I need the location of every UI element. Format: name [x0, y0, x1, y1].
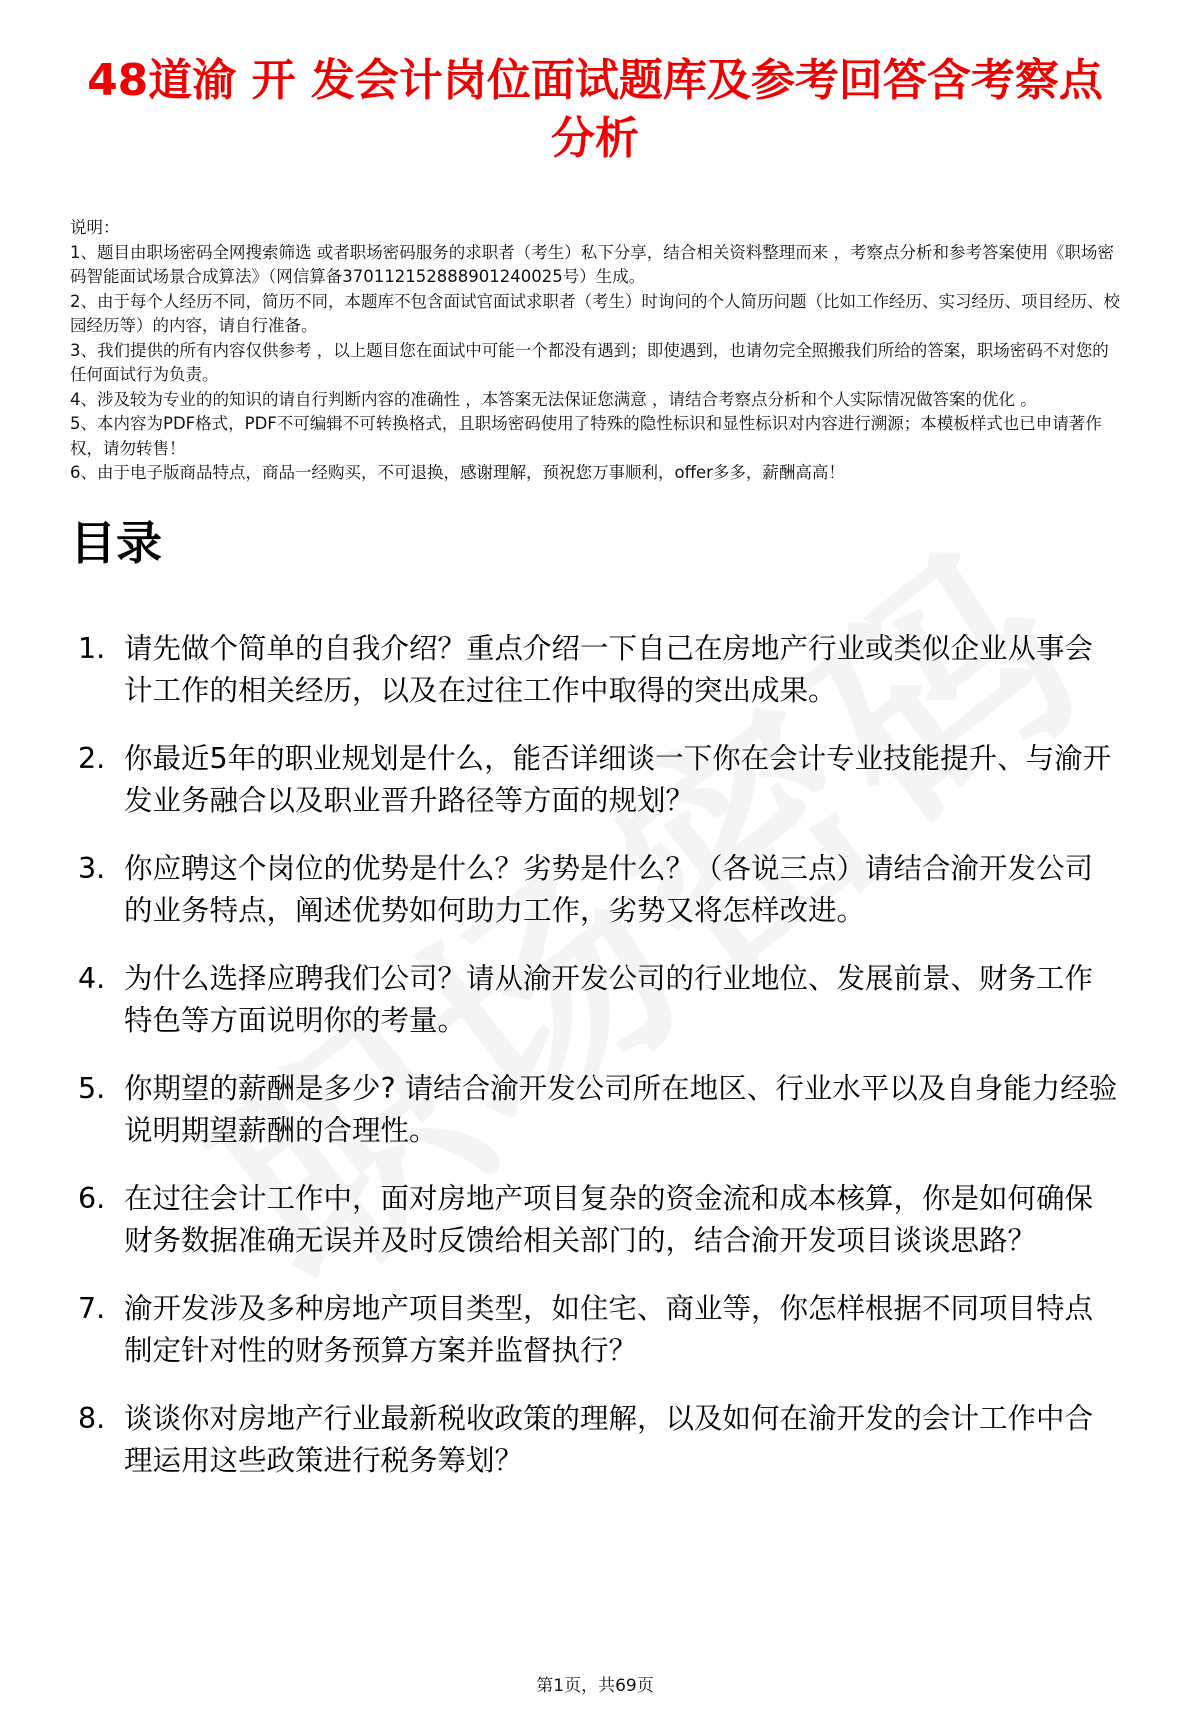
note-item: 4、涉及较为专业的的知识的请自行判断内容的准确性 ，本答案无法保证您满意 ，请结合考察点分析和个人实际情况做答案的优化 。: [70, 389, 1037, 409]
note-item: 3、我们提供的所有内容仅供参考 ，以上题目您在面试中可能一个都没有遇到；即使遇到，也请勿完全照搬我们所给的答案，职场密码不对您的任何面试行为负责。: [70, 340, 1109, 384]
question-item: [70, 848, 1120, 932]
question-item: [70, 958, 1120, 1042]
notes-heading: 说明：: [70, 218, 120, 237]
note-item: 5、本内容为PDF格式，PDF不可编辑不可转换格式，且职场密码使用了特殊的隐性标识和显性标识对内容进行溯源；本模板样式也已申请著作权，请勿转售！: [70, 414, 1102, 458]
question-number: 6.: [78, 1181, 106, 1215]
question-number: 7.: [78, 1291, 106, 1325]
document-page: [0, 52, 1190, 1736]
question-text: 在过往会计工作中，面对房地产项目复杂的资金流和成本核算，你是如何确保财务数据准确无误并及时反馈给相关部门的，结合渝开发项目谈谈思路？: [124, 1181, 1094, 1257]
question-number: 1.: [78, 631, 106, 665]
question-text: 请先做个简单的自我介绍？重点介绍一下自己在房地产行业或类似企业从事会计工作的相关经历，以及在过往工作中取得的突出成果。: [124, 631, 1094, 707]
question-text: 渝开发涉及多种房地产项目类型，如住宅、商业等，你怎样根据不同项目特点制定针对性的财务预算方案并监督执行？: [124, 1291, 1094, 1367]
note-item: 2、由于每个人经历不同，简历不同，本题库不包含面试官面试求职者（考生）时询问的个人简历问题（比如工作经历、实习经历、项目经历、校园经历等）的内容，请自行准备。: [70, 291, 1120, 335]
question-item: [70, 1068, 1120, 1152]
question-number: 5.: [78, 1071, 106, 1105]
question-item: [70, 628, 1120, 712]
question-text: 你期望的薪酬是多少? 请结合渝开发公司所在地区、行业水平以及自身能力经验说明期望薪酬的合理性。: [124, 1071, 1118, 1147]
notes-section: [70, 216, 1120, 486]
question-text: 为什么选择应聘我们公司？请从渝开发公司的行业地位、发展前景、财务工作特色等方面说明你的考量。: [124, 961, 1094, 1037]
question-number: 3.: [78, 851, 106, 885]
question-item: [70, 1288, 1120, 1372]
question-number: 4.: [78, 961, 106, 995]
question-text: 你最近5年的职业规划是什么，能否详细谈一下你在会计专业技能提升、与渝开发业务融合以及职业晋升路径等方面的规划？: [124, 741, 1112, 817]
note-item: 1、题目由职场密码全网搜索筛选 或者职场密码服务的求职者（考生）私下分享，结合相关资料整理而来 ，考察点分析和参考答案使用《职场密码智能面试场景合成算法》（网信算备370112152888901240025号）生成。: [70, 242, 1114, 286]
question-number: 2.: [78, 741, 106, 775]
question-item: [70, 1178, 1120, 1262]
page-footer: 第1页，共69页: [536, 1676, 654, 1696]
question-item: [70, 738, 1120, 822]
question-list: [70, 628, 1120, 1482]
question-text: 谈谈你对房地产行业最新税收政策的理解，以及如何在渝开发的会计工作中合理运用这些政策进行税务筹划？: [124, 1401, 1094, 1477]
question-text: 你应聘这个岗位的优势是什么？劣势是什么？（各说三点）请结合渝开发公司的业务特点，阐述优势如何助力工作，劣势又将怎样改进。: [124, 851, 1094, 927]
question-number: 8.: [78, 1401, 106, 1435]
question-item: [70, 1398, 1120, 1482]
toc-heading: 目录: [70, 515, 162, 570]
document-title: 48道渝 开 发会计岗位面试题库及参考回答含考察点分析: [87, 55, 1103, 164]
note-item: 6、由于电子版商品特点，商品一经购买，不可退换，感谢理解，预祝您万事顺利，offer多多，薪酬高高！: [70, 463, 845, 482]
